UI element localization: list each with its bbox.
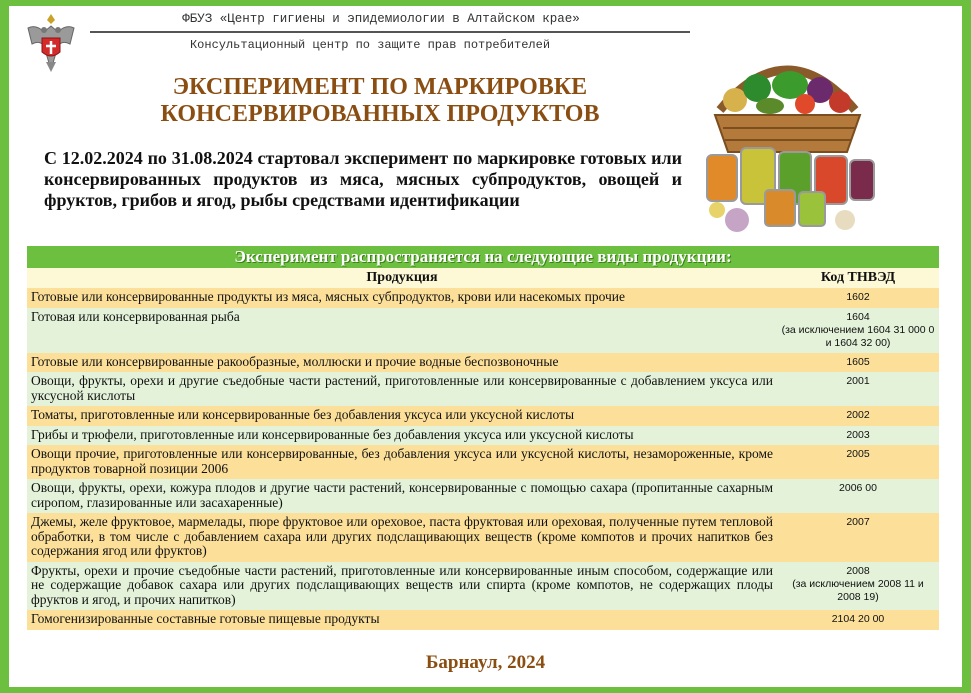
product-cell: Готовая или консервированная рыба bbox=[27, 308, 777, 353]
code-cell bbox=[777, 479, 939, 513]
code-cell bbox=[777, 610, 939, 630]
page-title bbox=[60, 74, 700, 128]
products-table bbox=[27, 268, 939, 630]
tnved-code: 2003 bbox=[846, 428, 870, 441]
footer-city-year: Барнаул, 2024 bbox=[425, 652, 546, 673]
table-row bbox=[27, 445, 939, 479]
tnved-code: 2005 bbox=[846, 448, 870, 460]
emblem-icon bbox=[22, 10, 80, 76]
table-header-row bbox=[27, 268, 939, 288]
code-exception-note: (за исключением 1604 31 000 0 и 1604 32 00) bbox=[781, 323, 935, 349]
product-cell: Фрукты, орехи и прочие съедобные части растений, приготовленные или консервированные иным способом, содержащие или не содержащие добавок сахара или других подслащивающих веществ или спирта (кроме компотов, не содержащих плоды фруктов и ягод, и прочих напитков) bbox=[27, 562, 777, 611]
tnved-code: 2007 bbox=[846, 516, 870, 528]
table-row bbox=[27, 479, 939, 513]
tnved-code: 2008 bbox=[846, 564, 870, 577]
table-row bbox=[27, 406, 939, 426]
header-divider bbox=[90, 31, 690, 33]
product-cell: Томаты, приготовленные или консервированные без добавления уксуса или уксусной кислоты bbox=[27, 406, 777, 426]
table-row bbox=[27, 288, 939, 308]
table-row bbox=[27, 562, 939, 611]
consultation-center: Консультационный центр по защите прав потребителей bbox=[189, 38, 551, 52]
code-cell bbox=[777, 562, 939, 611]
code-cell bbox=[777, 372, 939, 406]
code-exception-note: (за исключением 2008 11 и 2008 19) bbox=[792, 577, 924, 603]
product-cell: Готовые или консервированные продукты из мяса, мясных субпродуктов, крови или насекомых прочие bbox=[27, 288, 777, 308]
products-banner: Эксперимент распространяется на следующие виды продукции: bbox=[27, 246, 939, 268]
product-cell: Джемы, желе фруктовое, мармелады, пюре фруктовое или ореховое, паста фруктовая или ореховая, полученные путем тепловой обработки, в том числе с добавлением сахара или других подслащивающих веществ (кроме компотов и прочих напитков без содержания ягод или фруктов) bbox=[27, 513, 777, 562]
table-row bbox=[27, 372, 939, 406]
table-row bbox=[27, 610, 939, 630]
tnved-code: 2002 bbox=[846, 409, 870, 421]
code-cell bbox=[777, 406, 939, 426]
table-row bbox=[27, 308, 939, 353]
product-cell: Овощи, фрукты, орехи, кожура плодов и другие части растений, консервированные с помощью сахара (пропитанные сахарным сиропом, глазированные или засахаренные) bbox=[27, 479, 777, 513]
table-row bbox=[27, 513, 939, 562]
tnved-code: 1605 bbox=[846, 355, 870, 368]
product-cell: Гомогенизированные составные готовые пищевые продукты bbox=[27, 610, 777, 630]
tnved-code: 1604 bbox=[846, 310, 870, 323]
table-row bbox=[27, 426, 939, 446]
vegetable-basket-icon bbox=[695, 40, 880, 240]
header-code: Код ТНВЭД bbox=[777, 268, 939, 288]
code-cell bbox=[777, 288, 939, 308]
code-cell bbox=[777, 353, 939, 373]
code-cell bbox=[777, 445, 939, 479]
tnved-code: 1602 bbox=[846, 291, 870, 303]
title-line-1: ЭКСПЕРИМЕНТ ПО МАРКИРОВКЕ bbox=[172, 74, 588, 100]
tnved-code: 2006 00 bbox=[839, 482, 877, 494]
tnved-code: 2001 bbox=[846, 375, 870, 387]
product-cell: Овощи, фрукты, орехи и другие съедобные части растений, приготовленные или консервированные с добавлением уксуса или уксусной кислоты bbox=[27, 372, 777, 406]
code-cell bbox=[777, 308, 939, 353]
code-cell bbox=[777, 426, 939, 446]
intro-paragraph: С 12.02.2024 по 31.08.2024 стартовал эксперимент по маркировке готовых или консервированных продуктов из мяса, мясных субпродуктов, овощей и фруктов, грибов и ягод, рыбы средствами идентификации bbox=[44, 148, 682, 210]
product-cell: Овощи прочие, приготовленные или консервированные, без добавления уксуса или уксусной кислоты, незамороженные, кроме продуктов товарной позиции 2006 bbox=[27, 445, 777, 479]
header-product: Продукция bbox=[27, 268, 777, 288]
product-cell: Грибы и трюфели, приготовленные или консервированные без добавления уксуса или уксусной кислоты bbox=[27, 426, 777, 446]
title-line-2: КОНСЕРВИРОВАННЫХ ПРОДУКТОВ bbox=[160, 101, 600, 127]
code-cell bbox=[777, 513, 939, 562]
tnved-code: 2104 20 00 bbox=[831, 613, 885, 625]
table-row bbox=[27, 353, 939, 373]
product-cell: Готовые или консервированные ракообразные, моллюски и прочие водные беспозвоночные bbox=[27, 353, 777, 373]
organization-name: ФБУЗ «Центр гигиены и эпидемиологии в Алтайском крае» bbox=[182, 12, 580, 26]
